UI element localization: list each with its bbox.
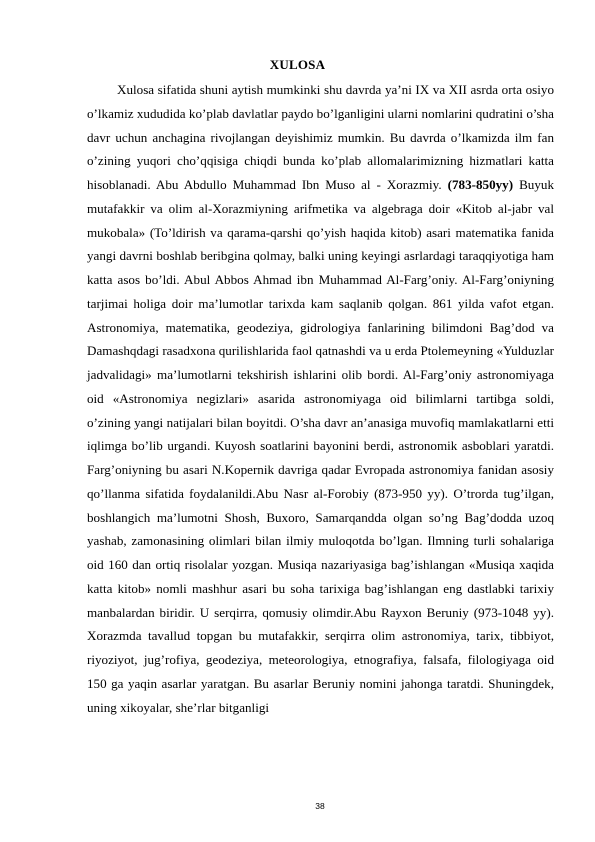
page-number: 38 — [315, 801, 325, 811]
body-paragraph — [87, 78, 554, 719]
paragraph-text-part1: Xulosa sifatida shuni aytish mumkinki shu davrda ya’ni IX va XII asrda orta osiyo o’lkamiz xududida ko’plab davlatlar paydo bo’lganligini ularni nomlarini qudratini o’sha davr uchun anchagina rivojlangan deyishimiz mumkin. Bu davrda o’lkamizda ilm fan o’zining yuqori cho’qqisiga chiqdi bunda ko’plab allomalarimizning hizmatlari katta hisoblanadi. Abu Abdullo Muhammad Ibn Muso al - Xorazmiy. — [87, 82, 554, 192]
paragraph-bold-dates: (783-850yy) — [447, 177, 514, 192]
paragraph-text-part2: Buyuk mutafakkir va olim al-Xorazmiyning arifmetika va algebraga doir «Kitob al-jabr val mukobala» (To’ldirish va qarama-qarshi qo’yish haqida kitob) asari matematika fanida yangi davrni boshlab beribgina qolmay, balki uning keyingi asrlardagi taraqqiyotiga ham katta asos bo’ldi. Abul Abbos Ahmad ibn Muhammad Al-Farg’oniy. Al-Farg’oniyning tarjimai holiga doir ma’lumotlar tarixda kam saqlanib qolgan. 861 yilda vafot etgan. Astronomiya, matematika, geodeziya, gidrologiya fanlarining bilimdoni Bag’dod va Damashqdagi rasadxona qurilishlarida faol qatnashdi va u erda Ptolemeyning «Yulduzlar jadvalidagi» ma’lumotlarni tekshirish ishlarini olib bordi. Al-Farg’oniy astronomiyaga oid «Astronomiya negizlari» asarida astronomiyaga oid bilimlarni tartibga soldi, o’zining yangi natijalari bilan boyitdi. O’sha davr an’anasiga muvofiq mamlakatlarni etti iqlimga bo’lib urgandi. Kuyosh soatlarini bayonini berdi, astronomik asboblari yaratdi. Farg’oniyning bu asari N.Kopernik davriga qadar Evropada astronomiya fanidan asosiy qo’llanma sifatida foydalanildi.Abu Nasr al-Forobiy (873-950 yy). O’trorda tug’ilgan, boshlangich ma’lumotni Shosh, Buxoro, Samarqandda olgan so’ng Bag’dodda uzoq yashab, zamonasining olimlari bilan ilmiy muloqotda bo’lgan. Ilmning turli sohalariga oid 160 dan ortiq risolalar yozgan. Musiqa nazariyasiga bag’ishlangan «Musiqa xaqida katta kitob» nomli mashhur asari bu soha tarixiga bag’ishlangan eng dastlabki tarixiy manbalardan biridir. U serqirra, qomusiy olimdir.Abu Rayxon Beruniy (973-1048 yy). Xorazmda tavallud topgan bu mutafakkir, serqirra olim astronomiya, tarix, tibbiyot, riyoziyot, jug’rofiya, geodeziya, meteorologiya, etnografiya, falsafa, filologiyaga oid 150 ga yaqin asarlar yaratgan. Bu asarlar Beruniy nomini jahonga taratdi. Shuningdek, uning xikoyalar, she’rlar bitganligi — [87, 177, 554, 715]
page-title: XULOSA — [269, 57, 326, 72]
